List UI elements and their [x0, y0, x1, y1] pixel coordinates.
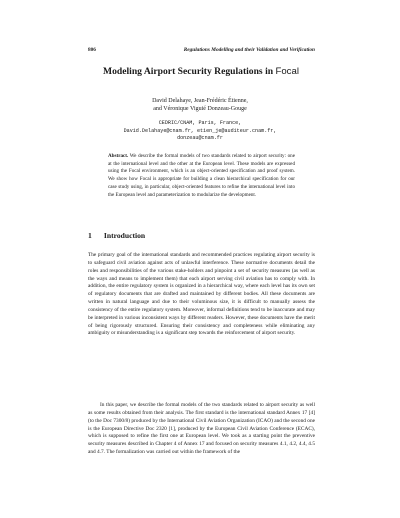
affiliation-institution: CEDRIC/CNAM, Paris, France, [158, 120, 242, 126]
body-paragraph-2: In this paper, we describe the formal models of the two standards related to airport security as well as some results obtained from their analysis. The first standard is the international standard Annex 17 [4] (to the Doc 7300/8) produced by the International Civil Aviation Organization (ICAO) and the second one is the European Directive Doc 2320 [1], produced by the European Civil Aviation Conference (ECAC), which is supposed to refine the first one at European level. We took as a starting point the preventive security measures described in Chapter 4 of Annex 17 and focused on security measures 4.1, 4.2, 4.4, 4.5 and 4.7. The formalization was carried out within the framework of the [88, 402, 316, 456]
affiliation-emails-2: donzeau@cnam.fr [177, 135, 223, 142]
body-paragraph-1: The primary goal of the international standards and recommended practices regulating airport security is to safeguard civil aviation against acts of unlawful interference. These normative documents detail the roles and responsibilities of the various stake-holders and pinpoint a set of security measures (as well as the ways and means to implement them) that each airport serving civil aviation has to comply with. In addition, the entire regulatory system is organized in a hierarchical way, where each level has its own set of regulatory documents that are drafted and maintained by different bodies. All these documents are written in natural language and due to their voluminous size, it is difficult to manually assess the consistency of the entire regulatory system. Moreover, informal definitions tend to be inaccurate and may be interpreted in various inconsistent ways by different readers. However, these documents have the merit of being rigorously structured. Ensuring their consistency and completeness while eliminating any ambiguity or misunderstanding is a significant step towards the reinforcement of airport security. [88, 252, 315, 337]
author-line-2: and Véronique Viguié Donzeau-Gouge [153, 106, 247, 113]
abstract-text: We describe the formal models of two standards related to airport security: one at the international level and the other at the European level. These models are expressed using the Focal environment, which is an object-oriented specification and proof system. We show how Focal is appropriate for building a clean hierarchical specification for our case study using, in particular, object-oriented features to refine the international level into the European level and parameterization to modularize the development. [108, 153, 295, 198]
abstract-label: Abstract. [108, 153, 129, 159]
author-line-1: David Delahaye, Jean-Frédéric Étienne, [152, 98, 248, 104]
running-title: Regulations Modelling and their Validation and Verification [183, 47, 315, 53]
affiliation-emails-1: David.Delahaye@cnam.fr, etien_je@auditeur.cnam.fr, [123, 127, 277, 134]
author-list [80, 97, 320, 114]
affiliation-block [80, 120, 320, 143]
section-title: Introduction [103, 231, 146, 240]
abstract [108, 153, 295, 199]
section-number: 1 [88, 231, 92, 240]
section-heading [88, 231, 315, 241]
running-header [88, 46, 315, 54]
paper-title-system-name: Focal [275, 66, 299, 77]
page-number: 806 [88, 47, 96, 53]
paper-title [70, 66, 332, 78]
paper-title-text: Modeling Airport Security Regulations in [103, 66, 274, 77]
